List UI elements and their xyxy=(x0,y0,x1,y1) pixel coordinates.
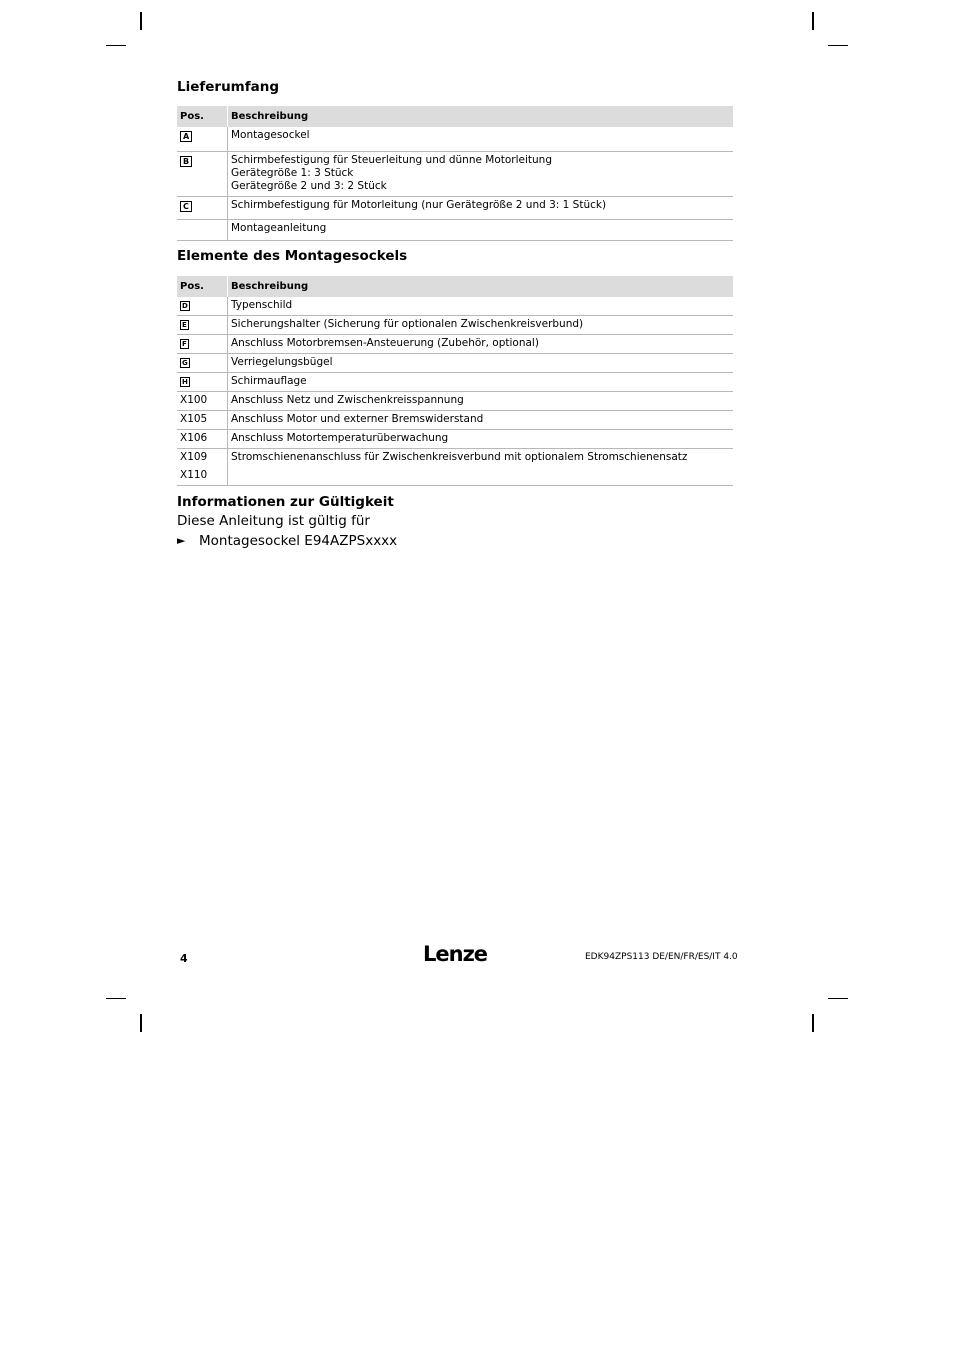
position-label: E xyxy=(182,321,187,329)
list-item xyxy=(177,531,733,551)
header-description: Beschreibung xyxy=(228,106,734,127)
crop-mark xyxy=(106,45,126,46)
position-label: X110 xyxy=(177,467,228,486)
row-description: Anschluss Motorbremsen-Ansteuerung (Zubehör, optional) xyxy=(228,335,734,354)
row-description: Montageanleitung xyxy=(231,222,327,234)
validity-intro: Diese Anleitung ist gültig für xyxy=(177,513,370,529)
table-row xyxy=(177,335,733,354)
table-row xyxy=(177,392,733,411)
table-row xyxy=(177,197,733,220)
table-header-row xyxy=(177,106,733,127)
table-row xyxy=(177,220,733,241)
position-label: H xyxy=(182,378,188,386)
crop-mark xyxy=(106,998,126,999)
section-title-elemente: Elemente des Montagesockels xyxy=(177,248,408,264)
page-number: 4 xyxy=(180,952,188,965)
row-description: Typenschild xyxy=(228,297,734,316)
header-pos: Pos. xyxy=(177,276,228,297)
row-description: Anschluss Netz und Zwischenkreisspannung xyxy=(228,392,734,411)
position-label: C xyxy=(180,201,192,212)
crop-mark xyxy=(140,12,142,30)
delivery-table xyxy=(177,106,733,241)
page-content xyxy=(177,78,733,551)
row-description: Stromschienenanschluss für Zwischenkreisverbund mit optionalem Stromschienensatz xyxy=(228,449,734,486)
validity-item: Montagesockel E94AZPSxxxx xyxy=(199,533,398,549)
elements-table xyxy=(177,276,733,486)
row-description-detail: Gerätegröße 1: 3 Stück xyxy=(231,167,354,179)
table-row xyxy=(177,316,733,335)
row-description: Schirmbefestigung für Steuerleitung und dünne Motorleitung xyxy=(231,154,553,166)
crop-mark xyxy=(812,1014,814,1032)
section-title-lieferumfang: Lieferumfang xyxy=(177,79,280,95)
crop-mark xyxy=(812,12,814,30)
row-description: Anschluss Motortemperaturüberwachung xyxy=(228,430,734,449)
position-label: X105 xyxy=(177,411,228,430)
position-label: X106 xyxy=(177,430,228,449)
table-row xyxy=(177,449,733,468)
table-row xyxy=(177,373,733,392)
row-description: Verriegelungsbügel xyxy=(228,354,734,373)
header-pos: Pos. xyxy=(177,106,228,127)
row-description: Sicherungshalter (Sicherung für optionalen Zwischenkreisverbund) xyxy=(228,316,734,335)
row-description-detail: Gerätegröße 2 und 3: 2 Stück xyxy=(231,180,387,192)
table-row xyxy=(177,127,733,152)
table-row xyxy=(177,297,733,316)
position-label: A xyxy=(180,131,192,142)
crop-mark xyxy=(828,45,848,46)
table-header-row xyxy=(177,276,733,297)
table-row xyxy=(177,411,733,430)
position-label: X109 xyxy=(177,449,228,468)
position-label: G xyxy=(182,359,188,367)
position-label: D xyxy=(182,302,188,310)
position-label: X100 xyxy=(177,392,228,411)
row-description: Anschluss Motor und externer Bremswiderstand xyxy=(228,411,734,430)
header-description: Beschreibung xyxy=(228,276,734,297)
row-description: Schirmauflage xyxy=(228,373,734,392)
table-row xyxy=(177,354,733,373)
table-row xyxy=(177,152,733,197)
crop-mark xyxy=(828,998,848,999)
crop-mark xyxy=(140,1014,142,1032)
row-description: Schirmbefestigung für Motorleitung (nur Gerätegröße 2 und 3: 1 Stück) xyxy=(231,199,607,211)
row-description: Montagesockel xyxy=(231,129,310,141)
section-title-gueltigkeit: Informationen zur Gültigkeit xyxy=(177,494,394,510)
position-label: B xyxy=(180,156,192,167)
triangle-bullet-icon: ► xyxy=(177,534,186,547)
document-id: EDK94ZPS113 DE/EN/FR/ES/IT 4.0 xyxy=(585,952,738,962)
position-label: F xyxy=(182,340,187,348)
table-row xyxy=(177,430,733,449)
lenze-logo: Lenze xyxy=(423,942,488,966)
